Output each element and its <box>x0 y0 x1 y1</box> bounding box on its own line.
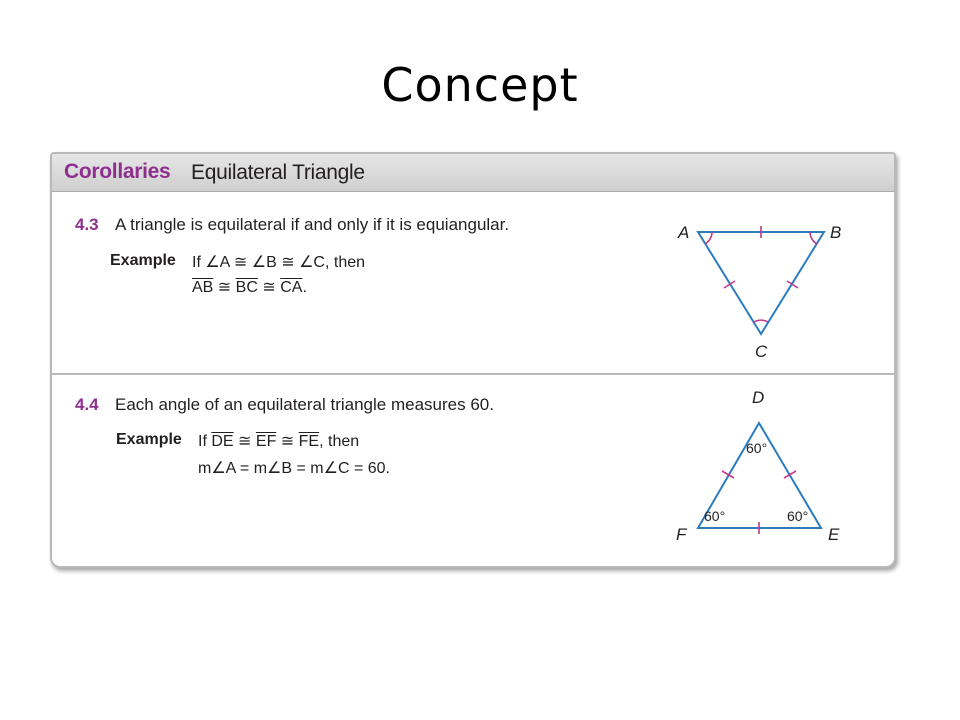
period: . <box>302 279 307 296</box>
congruent-symbol: ≅ <box>217 279 232 296</box>
corollary-number-4-4: 4.4 <box>75 395 99 414</box>
congruent-symbol: ≅ <box>238 433 252 450</box>
vertex-label-f: F <box>676 525 687 544</box>
box-header <box>52 154 894 192</box>
segment-bc: $\overline{BC}$ <box>235 279 258 296</box>
segment-fe: $\overline{FE}$ <box>298 433 320 450</box>
segment-de: $\overline{DE}$ <box>211 433 234 450</box>
angle-label-d: 60° <box>746 440 768 456</box>
example-line1-4-4 <box>198 431 359 451</box>
section-divider <box>52 373 894 375</box>
example-label-4-4: Example <box>116 431 182 448</box>
corollaries-box <box>50 152 896 568</box>
angle-arc-a <box>705 232 712 244</box>
example-line2-4-4: m∠A = m∠B = m∠C = 60. <box>198 460 390 477</box>
congruent-symbol: ≅ <box>262 279 276 296</box>
angle-label-e: 60° <box>787 508 809 524</box>
triangle-abc <box>698 232 824 334</box>
then-word: , then <box>319 433 360 450</box>
example-label-4-3: Example <box>110 252 176 269</box>
angle-label-f: 60° <box>704 508 726 524</box>
congruent-symbol: ≅ <box>280 433 295 450</box>
segment-ab: $\overline{AB}$ <box>192 279 214 296</box>
corollary-number-4-3: 4.3 <box>75 215 99 234</box>
vertex-label-d: D <box>752 389 765 407</box>
example-line2-4-3 <box>192 277 307 297</box>
corollary-statement-4-4: Each angle of an equilateral triangle measures 60. <box>115 395 494 414</box>
segment-ca: $\overline{CA}$ <box>280 279 303 296</box>
angle-arc-c <box>754 320 768 322</box>
angle-arc-b <box>810 232 817 244</box>
box-topic-label: Equilateral Triangle <box>191 161 365 184</box>
triangle-def-figure <box>662 389 862 549</box>
vertex-label-e: E <box>828 525 840 544</box>
if-word: If <box>198 433 207 450</box>
triangle-abc-figure <box>662 216 862 366</box>
corollary-statement-4-3: A triangle is equilateral if and only if it is equiangular. <box>115 215 510 234</box>
slide-title: Concept <box>381 58 579 112</box>
vertex-label-a: A <box>678 223 690 242</box>
example-line1-4-3: If ∠A ≅ ∠B ≅ ∠C, then <box>192 254 366 271</box>
box-kind-label: Corollaries <box>64 160 171 183</box>
segment-ef: $\overline{EF}$ <box>255 433 277 450</box>
vertex-label-c: C <box>755 342 768 361</box>
vertex-label-b: B <box>830 223 842 242</box>
